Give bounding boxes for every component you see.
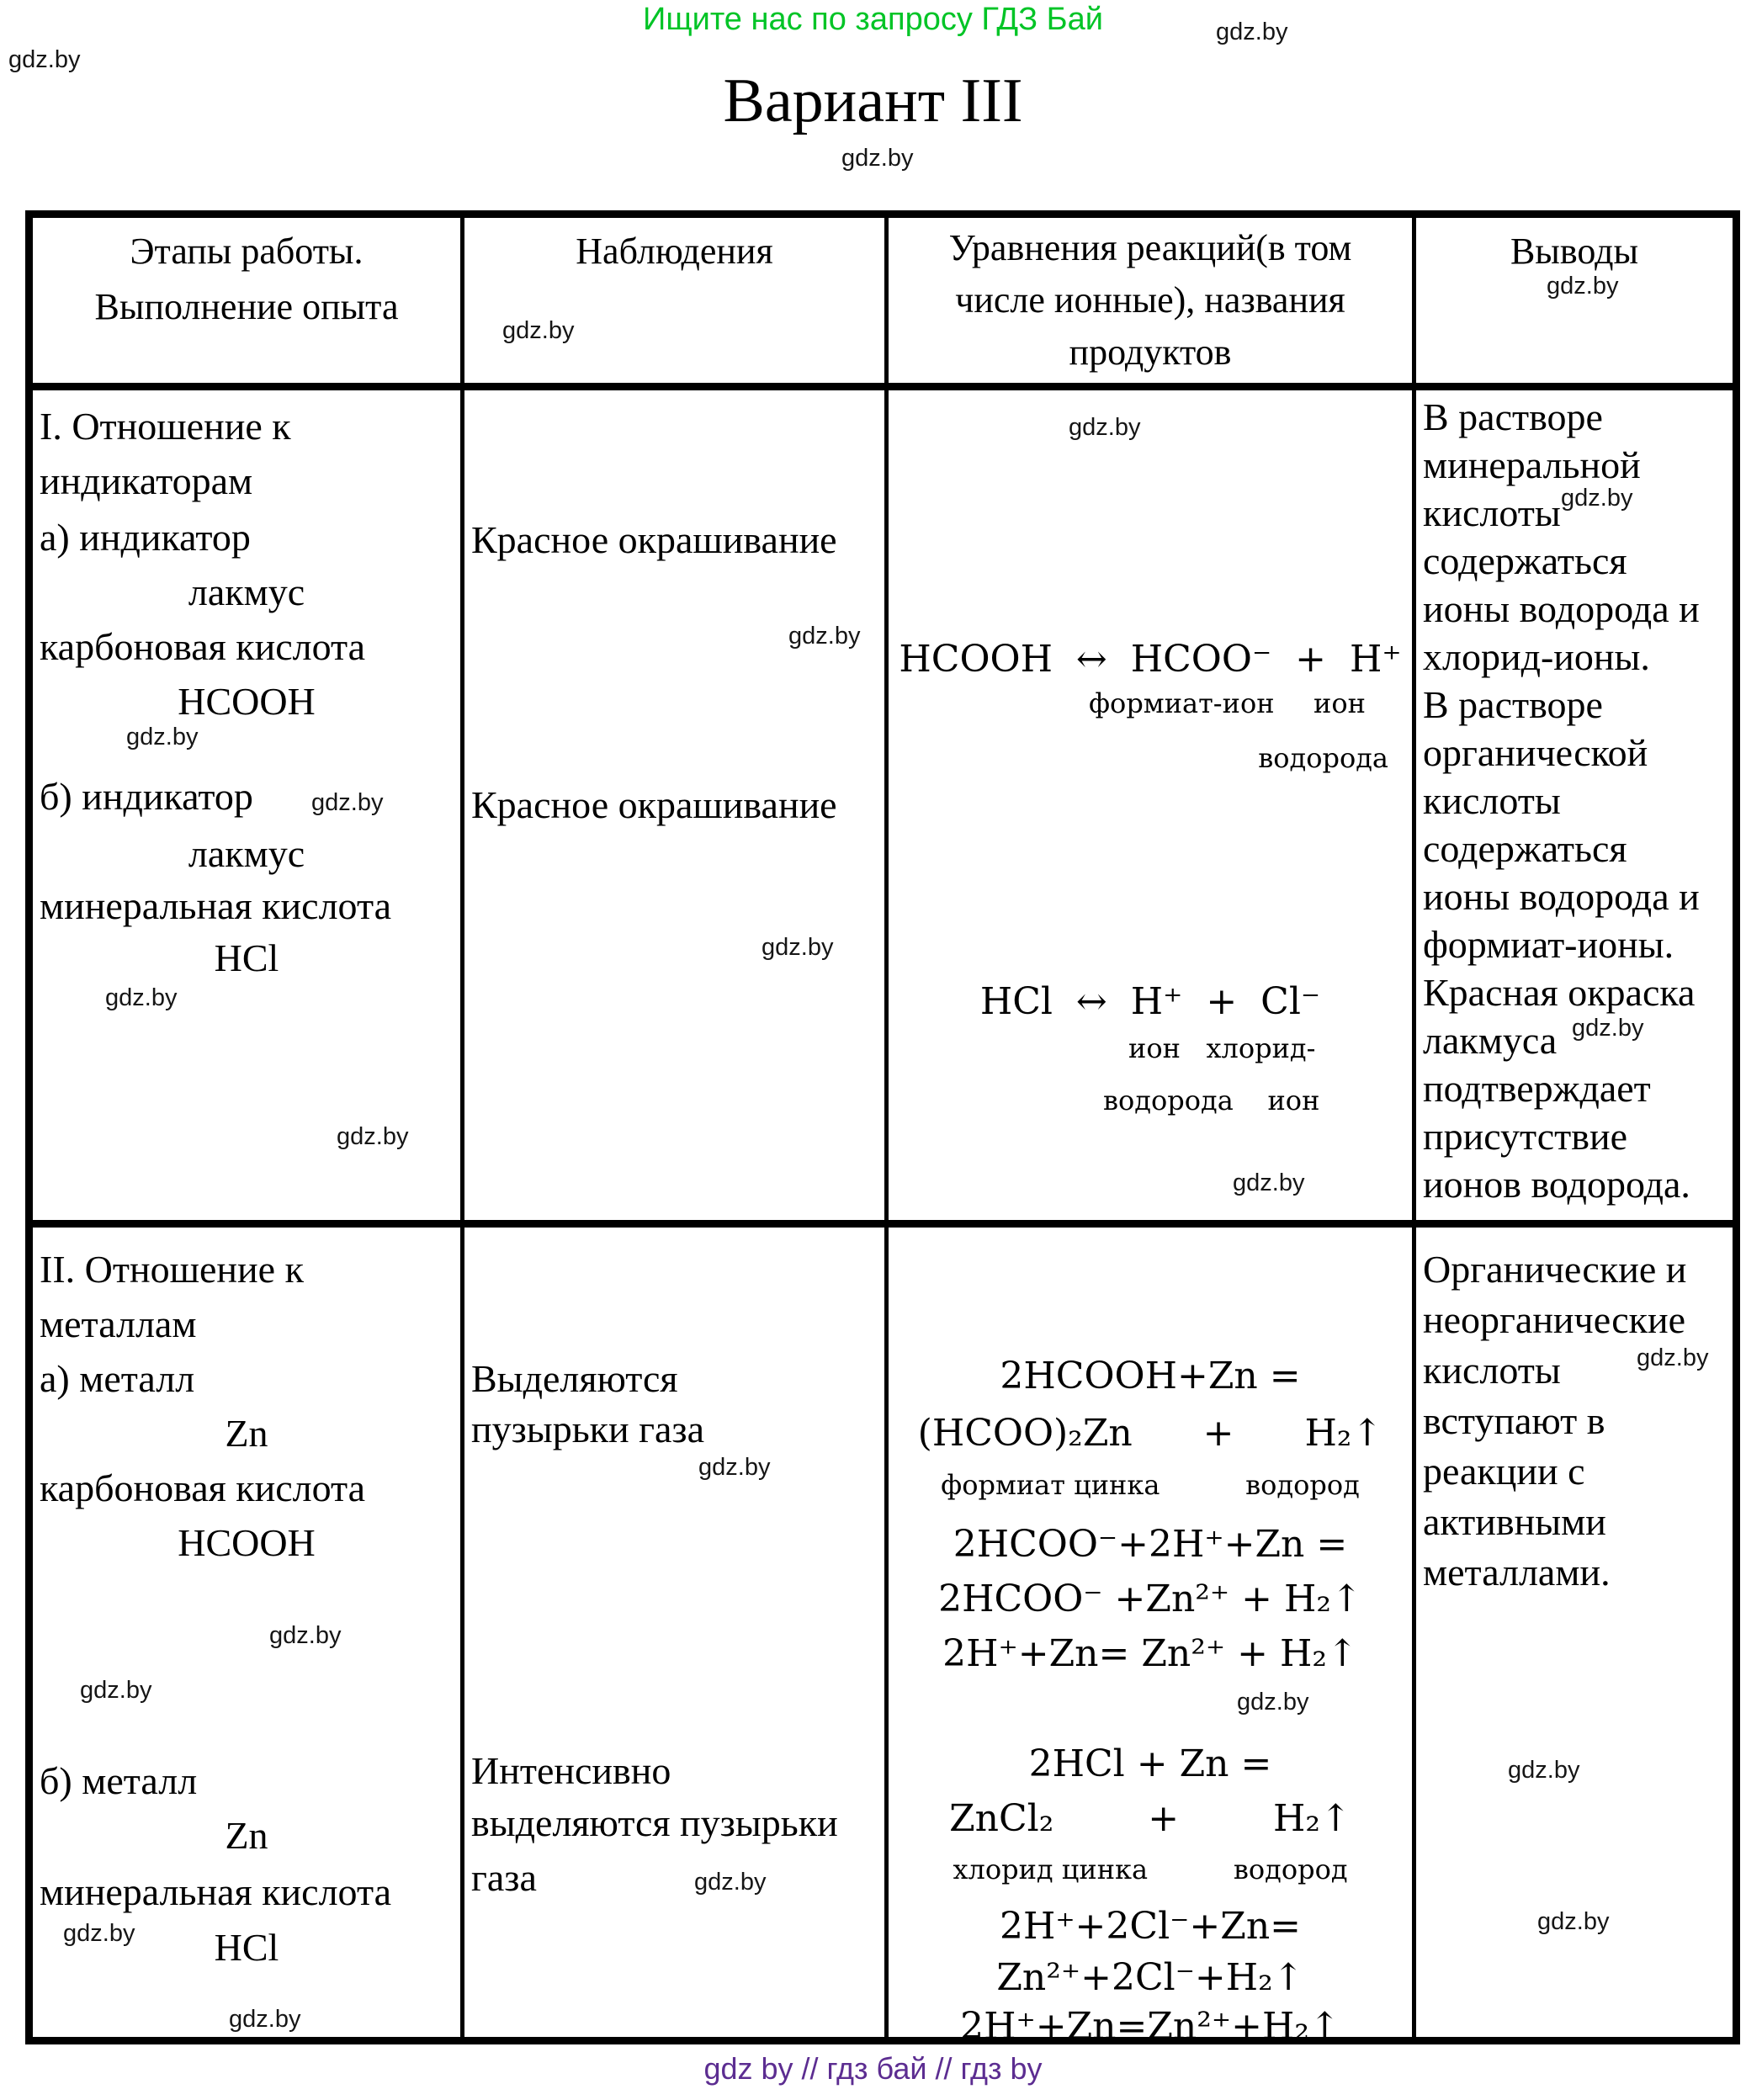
cell-row1-equations: [889, 390, 1412, 1220]
cell-row2-stages: [33, 1228, 460, 2037]
gdz-watermark: gdz.by: [1561, 485, 1633, 512]
cell-row2-observations: [464, 1228, 884, 2037]
stage-line: карбоновая кислота: [40, 625, 366, 668]
stage-line: минеральная кислота: [40, 1870, 392, 1913]
conclusion-line: Органические и: [1423, 1248, 1687, 1291]
column-header: Уравнения реакций(в том: [948, 227, 1352, 268]
observation-line: пузырьки газа: [471, 1408, 705, 1450]
conclusion-line: металлами.: [1423, 1551, 1611, 1594]
gdz-watermark: gdz.by: [1508, 1757, 1580, 1784]
equation-line: 2H⁺+2Cl⁻+Zn=: [999, 1905, 1302, 1948]
equation-line: Zn²⁺+2Cl⁻+H₂↑: [996, 1956, 1304, 1999]
stage-line: минеральная кислота: [40, 884, 392, 927]
equation-line: ZnCl₂ + H₂↑: [949, 1797, 1351, 1840]
cell-row1-observations: [464, 390, 884, 1220]
column-header: Этапы работы.: [130, 231, 364, 272]
equation-line: 2HCOOH+Zn =: [1000, 1355, 1301, 1397]
column-header: числе ионные), названия: [955, 279, 1345, 321]
conclusion-line: формиат-ионы.: [1423, 923, 1674, 966]
equation-label: хлорид цинка водород: [953, 1853, 1348, 1885]
stage-line: HCl: [214, 936, 279, 979]
gdz-watermark: gdz.by: [1069, 414, 1141, 441]
gdz-watermark: gdz.by: [80, 1677, 152, 1704]
conclusion-line: Красная окраска: [1423, 971, 1696, 1014]
conclusion-line: ионы водорода и: [1423, 587, 1700, 630]
gdz-watermark: gdz.by: [337, 1123, 409, 1150]
gdz-watermark: gdz.by: [698, 1454, 771, 1481]
stage-line: б) металл: [40, 1759, 198, 1802]
promo-banner: Ищите нас по запросу ГДЗ Бай: [643, 2, 1103, 37]
conclusion-line: органической: [1423, 731, 1648, 774]
stage-line: карбоновая кислота: [40, 1466, 366, 1509]
stage-line: металлам: [40, 1302, 197, 1345]
conclusion-line: присутствие: [1423, 1115, 1627, 1158]
cell-row1-conclusions: [1416, 390, 1733, 1220]
stage-line: а) металл: [40, 1357, 195, 1400]
stage-line: а) индикатор: [40, 516, 251, 559]
column-header: Выводы: [1510, 231, 1639, 272]
observation-line: газа: [471, 1856, 537, 1899]
equation-line: 2H⁺+Zn= Zn²⁺ + H₂↑: [942, 1632, 1358, 1675]
row-divider: [33, 383, 1733, 390]
conclusion-line: кислоты: [1423, 1349, 1561, 1392]
observation-line: Выделяются: [471, 1357, 678, 1400]
conclusion-line: вступают в: [1423, 1399, 1605, 1442]
equation-line: (HCOO)₂Zn + H₂↑: [917, 1412, 1383, 1455]
gdz-watermark: gdz.by: [311, 789, 384, 816]
gdz-watermark: gdz.by: [1237, 1689, 1309, 1716]
stage-line: Zn: [225, 1412, 268, 1455]
gdz-watermark: gdz.by: [841, 145, 914, 172]
stage-line: лакмус: [188, 832, 305, 875]
column-header: Наблюдения: [576, 231, 773, 272]
header-cell-conclusions: [1416, 218, 1733, 383]
conclusion-line: подтверждает: [1423, 1067, 1651, 1110]
equation-line: HCOOH ↔ HCOO⁻ + H⁺: [899, 638, 1402, 681]
equation-label: формиат цинка водород: [941, 1469, 1360, 1501]
conclusion-line: реакции с: [1423, 1450, 1585, 1493]
stage-line: индикаторам: [40, 459, 253, 502]
observation-line: выделяются пузырьки: [471, 1801, 838, 1844]
stage-line: HCl: [214, 1926, 279, 1969]
conclusion-line: ионы водорода и: [1423, 875, 1700, 918]
equation-line: 2HCOO⁻+2H⁺+Zn =: [953, 1523, 1348, 1566]
conclusion-line: кислоты: [1423, 491, 1561, 534]
stage-line: I. Отношение к: [40, 405, 291, 448]
lab-report-table: [25, 210, 1740, 2048]
stage-line: лакмус: [188, 570, 305, 613]
conclusion-line: ионов водорода.: [1423, 1163, 1690, 1206]
gdz-watermark: gdz.by: [788, 623, 861, 650]
observation-line: Красное окрашивание: [471, 518, 837, 561]
stage-line: II. Отношение к: [40, 1248, 304, 1291]
conclusion-line: содержаться: [1423, 539, 1627, 582]
cell-row2-conclusions: [1416, 1228, 1733, 2037]
cell-row1-stages: [33, 390, 460, 1220]
gdz-watermark: gdz.by: [1537, 1908, 1610, 1935]
gdz-watermark: gdz.by: [1233, 1169, 1305, 1196]
row-divider: [33, 1220, 1733, 1228]
stage-line: Zn: [225, 1814, 268, 1857]
equation-label: ион: [1313, 687, 1366, 719]
equation-label: ион хлорид-: [1128, 1032, 1316, 1064]
gdz-watermark: gdz.by: [762, 934, 834, 961]
header-cell-equations: [889, 218, 1412, 383]
header-cell-observations: [464, 218, 884, 383]
gdz-watermark: gdz.by: [1637, 1344, 1709, 1371]
conclusion-line: хлорид-ионы.: [1423, 635, 1650, 678]
cell-row2-equations: [889, 1228, 1412, 2048]
equation-line: HCl ↔ H⁺ + Cl⁻: [979, 980, 1321, 1023]
gdz-watermark: gdz.by: [126, 724, 199, 750]
conclusion-line: минеральной: [1423, 443, 1641, 486]
conclusion-line: активными: [1423, 1500, 1606, 1543]
gdz-watermark: gdz.by: [269, 1622, 342, 1649]
equation-line: 2HCl + Zn =: [1028, 1742, 1272, 1785]
gdz-watermark: gdz.by: [229, 2006, 301, 2033]
conclusion-line: В растворе: [1423, 683, 1603, 726]
gdz-watermark: gdz.by: [502, 317, 575, 344]
gdz-watermark: gdz.by: [1547, 273, 1619, 300]
gdz-watermark: gdz.by: [63, 1920, 135, 1947]
stage-line: HCOOH: [178, 1521, 316, 1564]
conclusion-line: неорганические: [1423, 1298, 1686, 1341]
equation-label: формиат-ион: [1089, 687, 1275, 719]
column-header: продуктов: [1069, 331, 1232, 373]
observation-line: Интенсивно: [471, 1749, 671, 1792]
conclusion-line: В растворе: [1423, 395, 1603, 438]
stage-line: б) индикатор: [40, 775, 253, 818]
observation-line: Красное окрашивание: [471, 783, 837, 826]
gdz-watermark: gdz.by: [8, 46, 81, 73]
stage-line: HCOOH: [178, 680, 316, 723]
gdz-watermark: gdz.by: [1572, 1015, 1644, 1042]
gdz-watermark: gdz.by: [694, 1869, 767, 1896]
conclusion-line: содержаться: [1423, 827, 1627, 870]
equation-label: водорода: [1258, 742, 1388, 774]
footer-watermark: gdz by // гдз бай // гдз by: [703, 2051, 1043, 2086]
column-header: Выполнение опыта: [94, 286, 399, 327]
equation-line: 2H⁺+Zn=Zn²⁺+H₂↑: [960, 2005, 1340, 2048]
gdz-watermark: gdz.by: [105, 984, 178, 1011]
header-cell-stages: [33, 218, 460, 383]
gdz-watermark: gdz.by: [1216, 19, 1288, 45]
equation-label: водорода ион: [1103, 1084, 1320, 1116]
page-title: Вариант III: [723, 66, 1023, 135]
conclusion-line: лакмуса: [1423, 1019, 1558, 1062]
conclusion-line: кислоты: [1423, 779, 1561, 822]
equation-line: 2HCOO⁻ +Zn²⁺ + H₂↑: [938, 1578, 1362, 1620]
